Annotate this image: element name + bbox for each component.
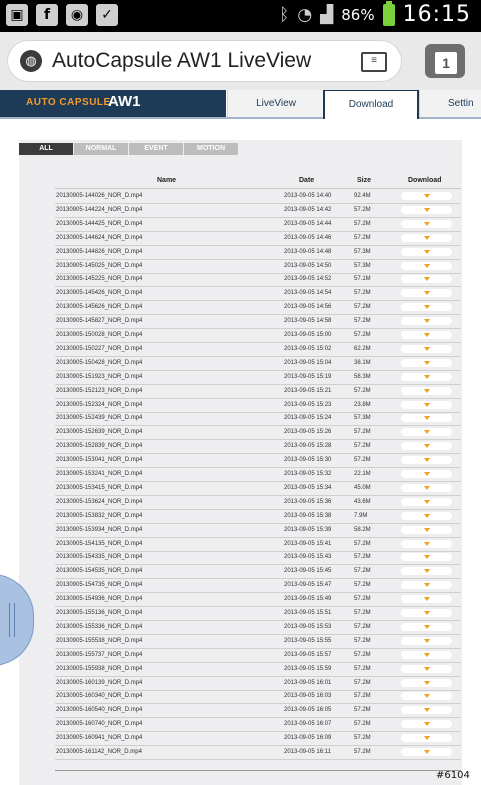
- file-date: 2013-09-05 16:09: [284, 735, 332, 742]
- filter-normal[interactable]: NORMAL: [74, 143, 128, 155]
- file-name: 20130905-144224_NOR_D.mp4: [56, 206, 143, 213]
- file-date: 2013-09-05 14:48: [284, 248, 332, 255]
- table-row: [55, 440, 461, 454]
- file-date: 2013-09-05 15:04: [284, 359, 332, 366]
- file-size: 57.3M: [354, 415, 371, 422]
- file-date: 2013-09-05 15:45: [284, 568, 332, 575]
- download-button[interactable]: [401, 748, 452, 756]
- file-name: 20130905-160340_NOR_D.mp4: [56, 693, 143, 700]
- address-bar[interactable]: [8, 41, 401, 81]
- file-date: 2013-09-05 15:53: [284, 623, 332, 630]
- download-arrow-icon: [424, 444, 430, 448]
- table-bottom-line: [55, 770, 461, 771]
- file-size: 57.2M: [354, 721, 371, 728]
- tab-liveview[interactable]: LiveView: [227, 90, 324, 117]
- table-row: [55, 260, 461, 274]
- download-button[interactable]: [401, 220, 452, 228]
- download-arrow-icon: [424, 486, 430, 490]
- file-size: 57.2M: [354, 707, 371, 714]
- file-date: 2013-09-05 15:23: [284, 401, 332, 408]
- download-button[interactable]: [401, 692, 452, 700]
- table-row: [55, 746, 461, 760]
- download-button[interactable]: [401, 192, 452, 200]
- download-button[interactable]: [401, 679, 452, 687]
- file-name: 20130905-154936_NOR_D.mp4: [56, 596, 143, 603]
- download-arrow-icon: [424, 569, 430, 573]
- download-arrow-icon: [424, 514, 430, 518]
- download-arrow-icon: [424, 750, 430, 754]
- table-row: [55, 412, 461, 426]
- file-date: 2013-09-05 15:41: [284, 540, 332, 547]
- file-size: 45.0M: [354, 484, 371, 491]
- wifi-icon: ◔: [297, 4, 313, 25]
- tab-settings[interactable]: Settin: [419, 90, 481, 117]
- file-name: 20130905-144624_NOR_D.mp4: [56, 234, 143, 241]
- download-arrow-icon: [424, 458, 430, 462]
- download-button[interactable]: [401, 651, 452, 659]
- table-row: [55, 538, 461, 552]
- file-date: 2013-09-05 15:34: [284, 484, 332, 491]
- download-button[interactable]: [401, 275, 452, 283]
- table-row: [55, 343, 461, 357]
- file-size: 57.2M: [354, 679, 371, 686]
- table-row: [55, 496, 461, 510]
- download-button[interactable]: [401, 317, 452, 325]
- table-row: [55, 315, 461, 329]
- download-arrow-icon: [424, 653, 430, 657]
- header-download: Download: [408, 177, 442, 184]
- file-size: 57.2M: [354, 234, 371, 241]
- download-arrow-icon: [424, 611, 430, 615]
- file-date: 2013-09-05 15:28: [284, 443, 332, 450]
- file-name: 20130905-145827_NOR_D.mp4: [56, 318, 143, 325]
- page-title: AutoCapsule AW1 LiveView: [52, 49, 312, 72]
- table-row: [55, 385, 461, 399]
- facebook-icon: f: [36, 4, 58, 26]
- download-button[interactable]: [401, 512, 452, 520]
- file-date: 2013-09-05 16:05: [284, 707, 332, 714]
- download-arrow-icon: [424, 416, 430, 420]
- file-size: 57.2M: [354, 332, 371, 338]
- file-name: 20130905-151923_NOR_D.mp4: [56, 373, 143, 380]
- download-arrow-icon: [424, 639, 430, 643]
- file-date: 2013-09-05 15:00: [284, 332, 332, 338]
- file-date: 2013-09-05 15:47: [284, 582, 332, 589]
- file-size: 22.1M: [354, 471, 371, 477]
- download-arrow-icon: [424, 250, 430, 254]
- brand-small: AUTO CAPSULE: [26, 97, 111, 108]
- file-date: 2013-09-05 14:52: [284, 276, 332, 283]
- battery-icon: [383, 4, 395, 26]
- file-date: 2013-09-05 14:54: [284, 290, 332, 297]
- system-status: [279, 2, 471, 27]
- file-name: 20130905-155136_NOR_D.mp4: [56, 610, 143, 616]
- file-name: 20130905-144425_NOR_D.mp4: [56, 220, 143, 227]
- file-name: 20130905-152839_NOR_D.mp4: [56, 443, 143, 450]
- file-name: 20130905-150028_NOR_D.mp4: [56, 332, 143, 338]
- download-arrow-icon: [424, 361, 430, 365]
- download-button[interactable]: [401, 609, 452, 617]
- file-date: 2013-09-05 15:21: [284, 387, 332, 394]
- download-arrow-icon: [424, 667, 430, 671]
- file-size: 57.2M: [354, 220, 371, 227]
- download-arrow-icon: [424, 305, 430, 309]
- table-row: [55, 524, 461, 538]
- download-arrow-icon: [424, 208, 430, 212]
- file-name: 20130905-155737_NOR_D.mp4: [56, 651, 143, 658]
- table-row: [55, 399, 461, 413]
- download-button[interactable]: [401, 470, 452, 478]
- filter-tabs: [19, 143, 239, 155]
- file-size: 23.8M: [354, 401, 371, 408]
- tab-download[interactable]: Download: [323, 90, 419, 119]
- download-button[interactable]: [401, 734, 452, 742]
- file-date: 2013-09-05 15:55: [284, 637, 332, 644]
- table-row: [55, 593, 461, 607]
- download-arrow-icon: [424, 277, 430, 281]
- download-button[interactable]: [401, 387, 452, 395]
- download-button[interactable]: [401, 526, 452, 534]
- download-button[interactable]: [401, 595, 452, 603]
- download-button[interactable]: [401, 540, 452, 548]
- file-date: 2013-09-05 15:02: [284, 345, 332, 352]
- file-name: 20130905-152123_NOR_D.mp4: [56, 387, 143, 394]
- download-arrow-icon: [424, 708, 430, 712]
- table-row: [55, 621, 461, 635]
- download-button[interactable]: [401, 498, 452, 506]
- download-button[interactable]: [401, 234, 452, 242]
- file-size: 57.2M: [354, 387, 371, 394]
- table-row: [55, 732, 461, 746]
- file-name: 20130905-152439_NOR_D.mp4: [56, 415, 143, 422]
- download-arrow-icon: [424, 555, 430, 559]
- table-row: [55, 482, 461, 496]
- globe-icon: ◍: [20, 50, 42, 72]
- status-bar: [0, 0, 481, 32]
- file-name: 20130905-150428_NOR_D.mp4: [56, 359, 143, 366]
- file-size: 57.3M: [354, 248, 371, 255]
- file-size: 57.2M: [354, 693, 371, 700]
- file-size: 57.2M: [354, 735, 371, 742]
- table-row: [55, 273, 461, 287]
- download-button[interactable]: [401, 456, 452, 464]
- download-button[interactable]: [401, 331, 452, 339]
- file-name: 20130905-161142_NOR_D.mp4: [56, 749, 142, 755]
- file-name: 20130905-160740_NOR_D.mp4: [56, 721, 143, 728]
- file-size: 57.2M: [354, 651, 371, 658]
- file-name: 20130905-160139_NOR_D.mp4: [56, 679, 143, 686]
- download-button[interactable]: [401, 359, 452, 367]
- file-size: 57.1M: [354, 276, 371, 283]
- file-size: 57.2M: [354, 206, 371, 213]
- download-arrow-icon: [424, 583, 430, 587]
- file-date: 2013-09-05 14:50: [284, 262, 332, 269]
- download-button[interactable]: [401, 289, 452, 297]
- file-date: 2013-09-05 14:56: [284, 304, 332, 311]
- table-row: [55, 301, 461, 315]
- file-size: 43.6M: [354, 498, 371, 505]
- header-name: Name: [157, 177, 177, 184]
- download-button[interactable]: [401, 623, 452, 631]
- file-date: 2013-09-05 15:51: [284, 610, 332, 616]
- table-row: [55, 663, 461, 677]
- file-size: 58.3M: [354, 373, 371, 380]
- download-arrow-icon: [424, 694, 430, 698]
- header-date: Date: [299, 177, 315, 184]
- table-row: [55, 287, 461, 301]
- file-date: 2013-09-05 14:42: [284, 206, 332, 213]
- download-arrow-icon: [424, 681, 430, 685]
- file-size: 57.2M: [354, 665, 371, 672]
- bag-icon: ✓: [96, 4, 118, 26]
- bluetooth-icon: ᛒ: [279, 4, 290, 25]
- download-arrow-icon: [424, 403, 430, 407]
- file-size: 57.2M: [354, 290, 371, 297]
- file-size: 57.3M: [354, 262, 371, 269]
- download-arrow-icon: [424, 375, 430, 379]
- file-name: 20130905-154535_NOR_D.mp4: [56, 568, 143, 575]
- download-button[interactable]: [401, 262, 452, 270]
- file-size: 57.2M: [354, 596, 371, 603]
- reader-mode-icon[interactable]: ≡: [361, 52, 387, 72]
- table-row: [55, 454, 461, 468]
- file-name: 20130905-152639_NOR_D.mp4: [56, 429, 143, 436]
- table-row: [55, 704, 461, 718]
- download-arrow-icon: [424, 333, 430, 337]
- download-button[interactable]: [401, 442, 452, 450]
- file-name: 20130905-150227_NOR_D.mp4: [56, 345, 143, 352]
- clock: 16:15: [402, 2, 471, 27]
- header-size: Size: [357, 177, 372, 184]
- file-date: 2013-09-05 15:30: [284, 457, 332, 464]
- file-date: 2013-09-05 15:24: [284, 415, 332, 422]
- file-date: 2013-09-05 15:26: [284, 429, 332, 436]
- table-row: [55, 218, 461, 232]
- signal-icon: ▟: [320, 4, 334, 25]
- file-date: 2013-09-05 15:43: [284, 554, 332, 561]
- file-name: 20130905-155336_NOR_D.mp4: [56, 623, 143, 630]
- file-date: 2013-09-05 16:07: [284, 721, 332, 728]
- download-button[interactable]: [401, 303, 452, 311]
- download-arrow-icon: [424, 597, 430, 601]
- file-size: 58.2M: [354, 526, 371, 533]
- table-row: [55, 329, 461, 343]
- table-row: [55, 426, 461, 440]
- file-date: 2013-09-05 14:46: [284, 234, 332, 241]
- file-name: 20130905-145626_NOR_D.mp4: [56, 304, 143, 311]
- file-name: 20130905-144026_NOR_D.mp4: [56, 193, 143, 199]
- file-date: 2013-09-05 15:32: [284, 471, 332, 477]
- download-arrow-icon: [424, 528, 430, 532]
- table-row: [55, 246, 461, 260]
- file-date: 2013-09-05 16:01: [284, 679, 332, 686]
- file-size: 57.2M: [354, 610, 371, 616]
- file-date: 2013-09-05 15:19: [284, 373, 332, 380]
- file-date: 2013-09-05 14:44: [284, 220, 332, 227]
- table-row: [55, 204, 461, 218]
- file-date: 2013-09-05 15:38: [284, 512, 332, 519]
- file-size: 57.2M: [354, 318, 371, 325]
- file-size: 57.2M: [354, 637, 371, 644]
- download-arrow-icon: [424, 722, 430, 726]
- download-arrow-icon: [424, 542, 430, 546]
- file-date: 2013-09-05 15:57: [284, 651, 332, 658]
- download-button[interactable]: [401, 373, 452, 381]
- table-row: [55, 551, 461, 565]
- download-arrow-icon: [424, 236, 430, 240]
- download-arrow-icon: [424, 472, 430, 476]
- file-size: 57.2M: [354, 554, 371, 561]
- media-icon: ◉: [66, 4, 88, 26]
- table-row: [55, 468, 461, 482]
- file-name: 20130905-154735_NOR_D.mp4: [56, 582, 143, 589]
- file-size: 57.2M: [354, 623, 371, 630]
- tabs-count: 1: [435, 52, 457, 74]
- download-button[interactable]: [401, 484, 452, 492]
- file-name: 20130905-155538_NOR_D.mp4: [56, 637, 143, 644]
- table-row: [55, 190, 461, 204]
- file-name: 20130905-154135_NOR_D.mp4: [56, 540, 143, 547]
- download-button[interactable]: [401, 581, 452, 589]
- filter-all[interactable]: ALL: [19, 143, 73, 155]
- download-button[interactable]: [401, 567, 452, 575]
- file-size: 57.2M: [354, 568, 371, 575]
- file-name: 20130905-145225_NOR_D.mp4: [56, 276, 143, 283]
- download-arrow-icon: [424, 389, 430, 393]
- file-name: 20130905-153624_NOR_D.mp4: [56, 498, 143, 505]
- site-nav: [0, 90, 481, 119]
- download-button[interactable]: [401, 665, 452, 673]
- file-name: 20130905-144826_NOR_D.mp4: [56, 248, 143, 255]
- table-row: [55, 565, 461, 579]
- table-row: [55, 357, 461, 371]
- battery-percent: 86%: [341, 5, 375, 24]
- download-button[interactable]: [401, 428, 452, 436]
- download-button[interactable]: [401, 706, 452, 714]
- header-divider: [55, 188, 461, 189]
- file-size: 38.1M: [354, 359, 371, 366]
- file-name: 20130905-160540_NOR_D.mp4: [56, 707, 143, 714]
- file-date: 2013-09-05 15:39: [284, 526, 332, 533]
- watermark: #6104: [436, 770, 470, 781]
- download-button[interactable]: [401, 345, 452, 353]
- file-size: 57.2M: [354, 457, 371, 464]
- file-date: 2013-09-05 16:03: [284, 693, 332, 700]
- download-arrow-icon: [424, 319, 430, 323]
- table-row: [55, 607, 461, 621]
- table-row: [55, 677, 461, 691]
- file-size: 57.2M: [354, 304, 371, 311]
- table-row: [55, 232, 461, 246]
- download-button[interactable]: [401, 720, 452, 728]
- download-arrow-icon: [424, 500, 430, 504]
- file-name: 20130905-154335_NOR_D.mp4: [56, 554, 143, 561]
- download-arrow-icon: [424, 291, 430, 295]
- download-arrow-icon: [424, 430, 430, 434]
- file-name: 20130905-145426_NOR_D.mp4: [56, 290, 143, 297]
- download-arrow-icon: [424, 264, 430, 268]
- download-button[interactable]: [401, 206, 452, 214]
- file-size: 57.2M: [354, 540, 371, 547]
- download-button[interactable]: [401, 414, 452, 422]
- table-row: [55, 718, 461, 732]
- download-arrow-icon: [424, 736, 430, 740]
- brand-logo: [0, 90, 226, 117]
- file-name: 20130905-153041_NOR_D.mp4: [56, 457, 143, 464]
- download-arrow-icon: [424, 194, 430, 198]
- table-row: [55, 510, 461, 524]
- file-name: 20130905-153241_NOR_D.mp4: [56, 471, 143, 477]
- file-date: 2013-09-05 14:58: [284, 318, 332, 325]
- table-row: [55, 579, 461, 593]
- download-button[interactable]: [401, 401, 452, 409]
- file-size: 57.2M: [354, 749, 371, 755]
- file-date: 2013-09-05 14:40: [284, 193, 332, 199]
- file-date: 2013-09-05 16:11: [284, 749, 331, 755]
- file-name: 20130905-153934_NOR_D.mp4: [56, 526, 143, 533]
- table-row: [55, 690, 461, 704]
- table-row: [55, 649, 461, 663]
- notification-icons: [6, 4, 118, 26]
- download-arrow-icon: [424, 625, 430, 629]
- table-row: [55, 371, 461, 385]
- file-name: 20130905-152324_NOR_D.mp4: [56, 401, 143, 408]
- download-button[interactable]: [401, 637, 452, 645]
- brand-big: AW1: [108, 93, 141, 110]
- download-button[interactable]: [401, 553, 452, 561]
- file-name: 20130905-153415_NOR_D.mp4: [56, 484, 143, 491]
- file-date: 2013-09-05 15:36: [284, 498, 332, 505]
- file-size: 57.2M: [354, 582, 371, 589]
- download-arrow-icon: [424, 222, 430, 226]
- grip-icon: [9, 603, 15, 637]
- table-row: [55, 635, 461, 649]
- file-date: 2013-09-05 15:59: [284, 665, 332, 672]
- download-arrow-icon: [424, 347, 430, 351]
- file-size: 92.4M: [354, 193, 371, 199]
- gallery-icon: ▣: [6, 4, 28, 26]
- file-name: 20130905-155938_NOR_D.mp4: [56, 665, 143, 672]
- file-size: 7.9M: [354, 512, 368, 519]
- tabs-button[interactable]: [425, 44, 465, 78]
- filter-motion[interactable]: MOTION: [184, 143, 238, 155]
- file-name: 20130905-145025_NOR_D.mp4: [56, 262, 143, 269]
- file-date: 2013-09-05 15:49: [284, 596, 332, 603]
- file-size: 62.2M: [354, 345, 371, 352]
- file-size: 57.2M: [354, 429, 371, 436]
- filter-event[interactable]: EVENT: [129, 143, 183, 155]
- file-name: 20130905-153832_NOR_D.mp4: [56, 512, 143, 519]
- file-size: 57.2M: [354, 443, 371, 450]
- browser-toolbar: [0, 32, 481, 90]
- download-button[interactable]: [401, 248, 452, 256]
- file-name: 20130905-160941_NOR_D.mp4: [56, 735, 143, 742]
